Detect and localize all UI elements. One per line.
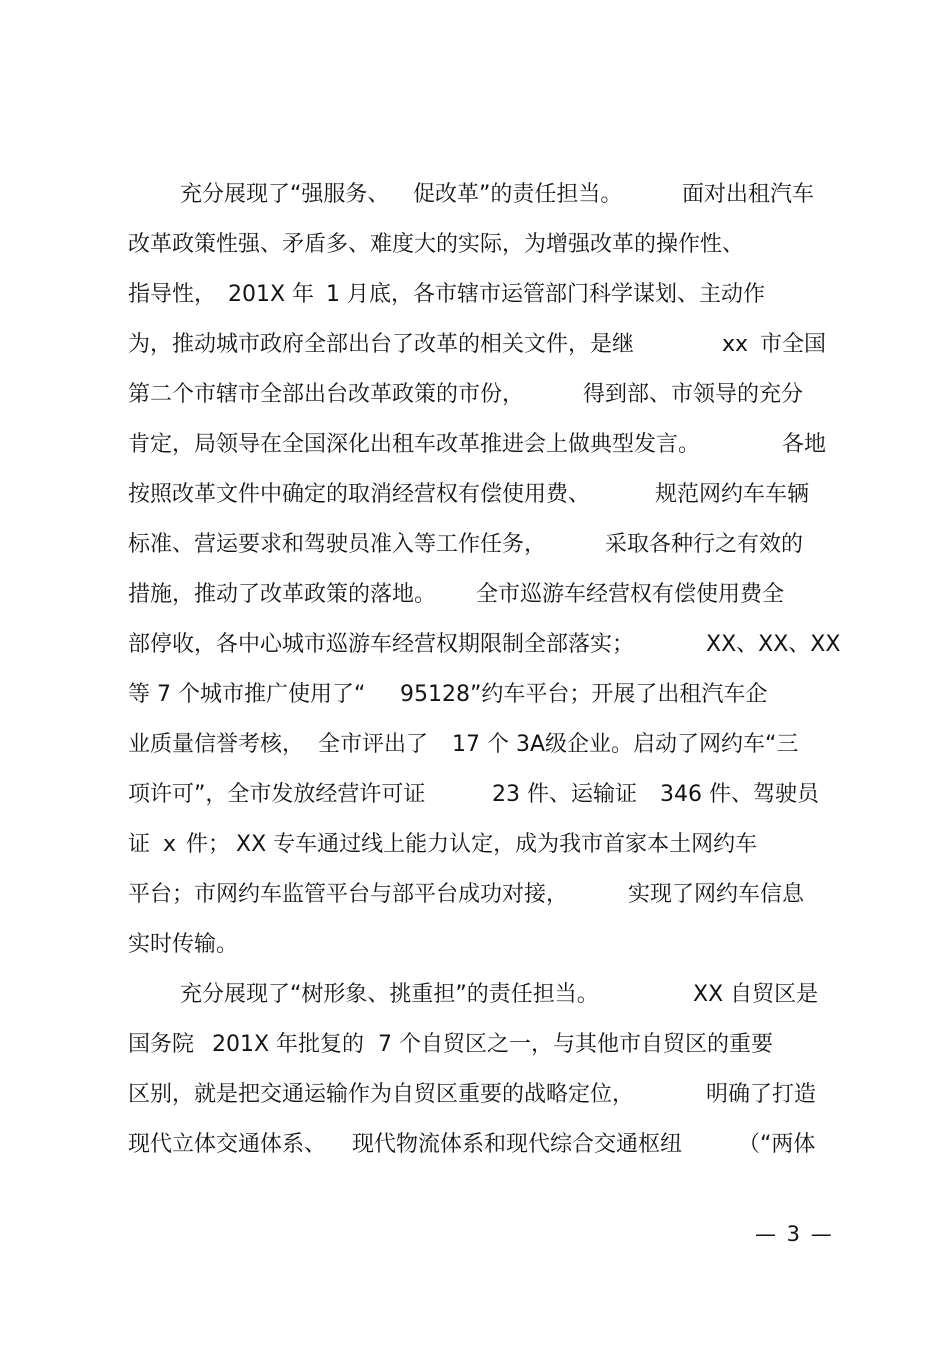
text-segment: 项许可”，全市发放经营许可证: [128, 782, 426, 807]
text-segment: 部停收，各中心城市巡游车经营权期限制全部落实；: [128, 632, 635, 657]
text-line: [0, 1125, 950, 1165]
text-segment: 23 件、运输证: [492, 782, 637, 807]
text-segment: 全市巡游车经营权有偿使用费全: [476, 582, 785, 607]
text-line: [0, 225, 950, 265]
text-segment: 全市评出了: [318, 732, 429, 757]
text-segment: （“两体: [738, 1132, 816, 1157]
text-segment: 201X 年批复的: [212, 1032, 365, 1057]
text-segment: 95128”约车平台；开展了出租汽车企: [400, 682, 768, 707]
text-segment: 面对出租汽车: [682, 182, 815, 207]
text-segment: 实现了网约车信息: [628, 882, 805, 907]
text-segment: 充分展现了“树形象、挑重担”的责任担当。: [180, 982, 599, 1007]
text-line: [0, 775, 950, 815]
text-segment: XX 自贸区是: [693, 982, 819, 1007]
text-line: [0, 575, 950, 615]
text-segment: 等 7 个城市推广使用了“: [128, 682, 366, 707]
text-segment: 肯定，局领导在全国深化出租车改革推进会上做典型发言。: [128, 432, 701, 457]
text-segment: 件；: [186, 832, 231, 857]
text-segment: 区别，就是把交通运输作为自贸区重要的战略定位，: [128, 1082, 635, 1107]
text-line: [0, 975, 950, 1015]
text-line: [0, 875, 950, 915]
page-number: — 3 —: [755, 1222, 834, 1246]
text-line: [0, 175, 950, 215]
text-segment: xx: [722, 332, 749, 357]
text-line: [0, 725, 950, 765]
text-segment: 指导性，: [128, 282, 217, 307]
text-line: [0, 675, 950, 715]
text-segment: 为，推动城市政府全部出台了改革的相关文件，是继: [128, 332, 635, 357]
text-segment: 规范网约车车辆: [655, 482, 810, 507]
text-line: [0, 625, 950, 665]
text-segment: 标准、营运要求和驾驶员准入等工作任务，: [128, 532, 547, 557]
text-line: [0, 375, 950, 415]
text-line: [0, 525, 950, 565]
text-segment: 现代物流体系和现代综合交通枢纽: [352, 1132, 683, 1157]
text-segment: x: [163, 832, 177, 857]
text-line: [0, 275, 950, 315]
text-segment: 实时传输。: [128, 932, 239, 957]
text-segment: 充分展现了“强服务、: [180, 182, 390, 207]
text-segment: 改革政策性强、矛盾多、难度大的实际，为增强改革的操作性、: [128, 232, 745, 257]
text-segment: 17 个 3A级企业。启动了网约车“三: [452, 732, 799, 757]
text-line: [0, 425, 950, 465]
text-line: [0, 325, 950, 365]
text-segment: 第二个市辖市全部出台改革政策的市份，: [128, 382, 525, 407]
text-segment: 1 月底，各市辖市运管部门科学谋划、主动作: [326, 282, 765, 307]
text-segment: 市全国: [760, 332, 827, 357]
text-segment: 7 个自贸区之一，与其他市自贸区的重要: [378, 1032, 773, 1057]
text-line: [0, 925, 950, 965]
text-segment: 201X 年: [228, 282, 315, 307]
text-segment: 采取各种行之有效的: [605, 532, 804, 557]
text-segment: 促改革”的责任担当。: [413, 182, 623, 207]
text-line: [0, 1025, 950, 1065]
text-segment: 各地: [782, 432, 827, 457]
text-line: [0, 475, 950, 515]
text-segment: 业质量信誉考核，: [128, 732, 305, 757]
text-segment: 证: [128, 832, 151, 857]
text-segment: 明确了打造: [706, 1082, 817, 1107]
text-segment: 措施，推动了改革政策的落地。: [128, 582, 437, 607]
text-line: [0, 1075, 950, 1115]
text-segment: 平台；市网约车监管平台与部平台成功对接，: [128, 882, 569, 907]
text-segment: 现代立体交通体系、: [128, 1132, 327, 1157]
text-segment: 按照改革文件中确定的取消经营权有偿使用费、: [128, 482, 591, 507]
text-segment: 国务院: [128, 1032, 195, 1057]
text-segment: XX 专车通过线上能力认定，成为我市首家本土网约车: [236, 832, 758, 857]
text-segment: 346 件、驾驶员: [660, 782, 819, 807]
text-segment: 得到部、市领导的充分: [583, 382, 804, 407]
text-segment: XX、XX、XX: [706, 632, 841, 657]
text-line: [0, 825, 950, 865]
